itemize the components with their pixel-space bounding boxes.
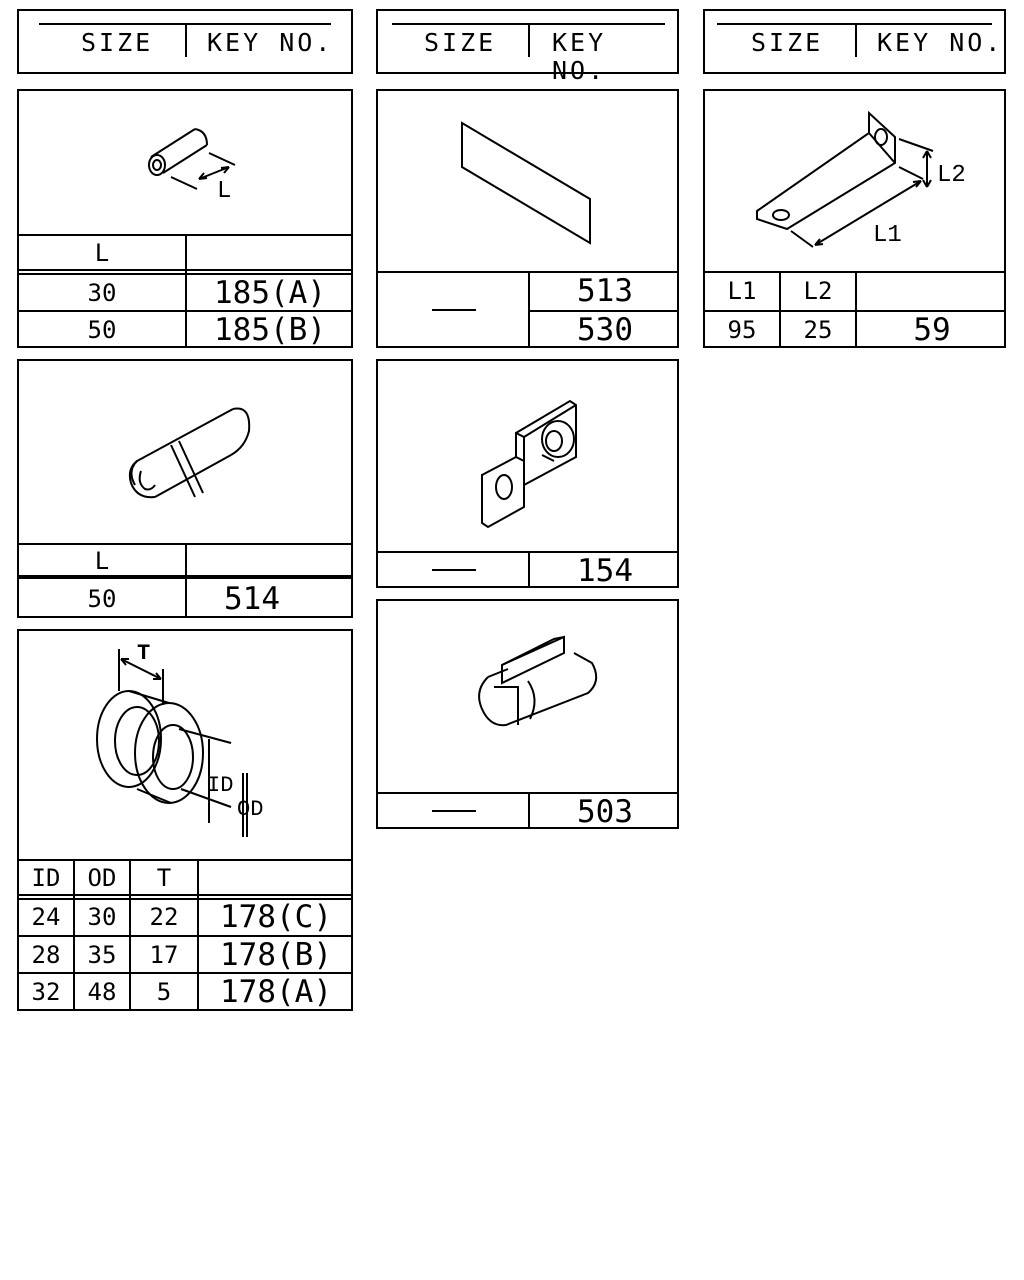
size-header: SIZE [751,28,824,57]
no-size-dash [432,569,476,571]
col-l1-header: L1 [727,277,757,305]
clip-drawing [19,361,351,543]
header-col-2 [376,9,679,85]
plate-drawing [378,91,677,271]
size-header: SIZE [424,28,497,57]
col-l2-header: L2 [803,277,833,305]
grommet-dim-id: ID [207,773,234,798]
spacer-part-box [17,89,353,348]
key-no-header: KEY NO. [207,28,334,57]
key-number: 185(B) [214,312,326,348]
t-value: 22 [149,903,179,931]
l2-value: 25 [803,316,833,344]
l-bracket-dim-l1: L1 [873,222,902,249]
key-no-header: KEY NO. [877,28,1004,57]
od-value: 48 [87,978,117,1006]
l1-value: 95 [727,316,757,344]
spacer-dim-l: L [217,178,232,205]
size-value: 50 [87,585,117,613]
key-number: 513 [577,273,633,309]
l-bracket-dim-l2: L2 [937,162,966,189]
id-value: 28 [31,941,61,969]
id-value: 32 [31,978,61,1006]
od-value: 35 [87,941,117,969]
spacer-drawing [19,91,351,231]
t-value: 17 [149,941,179,969]
no-size-dash [432,810,476,812]
clip-part-box [17,359,353,618]
header-col-1 [17,9,353,74]
plate-part-box [376,89,679,348]
grommet-part-box [17,629,353,1011]
key-number: 514 [224,581,280,617]
l-bracket-drawing [705,91,1004,271]
size-header: SIZE [81,28,154,57]
grommet-dim-od: OD [237,797,264,822]
no-size-dash [432,309,476,311]
key-number: 185(A) [214,275,326,311]
key-number: 530 [577,312,633,348]
header-col-3 [703,9,1006,74]
col-od-header: OD [87,864,117,892]
od-value: 30 [87,903,117,931]
key-number: 503 [577,794,633,830]
key-number: 59 [913,312,951,348]
t-value: 5 [156,978,172,1006]
col-l-header: L [94,547,110,575]
key-number: 154 [577,553,633,589]
grommet-dim-t: T [137,641,151,666]
z-bracket-part-box [376,359,679,588]
size-value: 30 [87,279,117,307]
grommet-drawing [19,631,351,859]
col-l-header: L [94,239,110,267]
l-bracket-part-box [703,89,1006,348]
key-number: 178(C) [220,899,332,935]
cushion-drawing [378,601,677,793]
key-no-header: KEY NO. [552,28,607,85]
key-number: 178(B) [220,937,332,973]
key-number: 178(A) [220,974,332,1010]
z-bracket-drawing [378,361,677,551]
cushion-part-box [376,599,679,829]
col-t-header: T [156,864,172,892]
col-id-header: ID [31,864,61,892]
size-value: 50 [87,316,117,344]
id-value: 24 [31,903,61,931]
